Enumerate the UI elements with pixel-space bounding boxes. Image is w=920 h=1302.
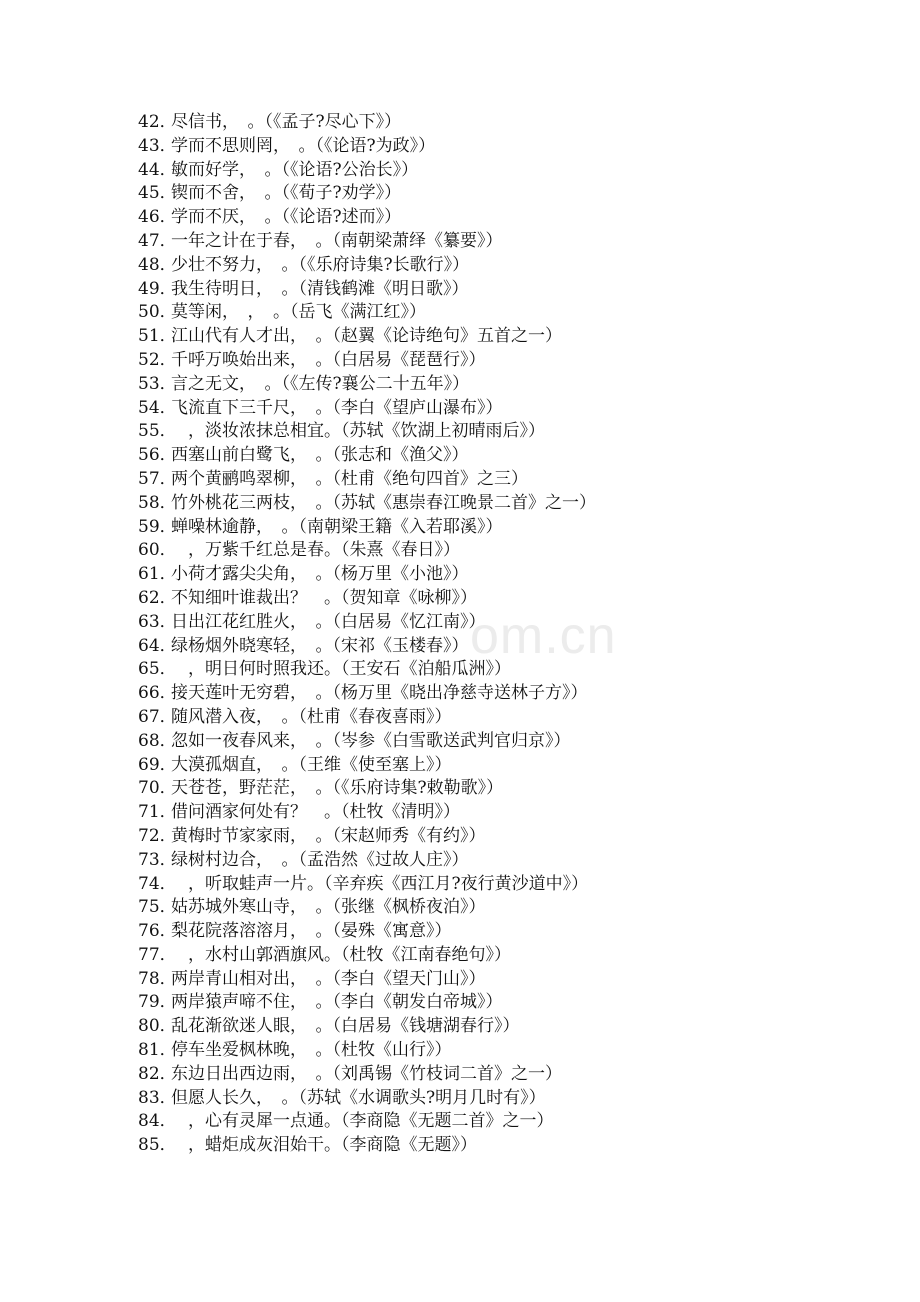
item-text: 大漠孤烟直， 。（王维《使至塞上》） <box>171 754 452 775</box>
item-number: 83． <box>138 1087 177 1108</box>
list-item <box>138 563 596 587</box>
list-item <box>138 1087 596 1111</box>
item-number: 79． <box>138 992 177 1013</box>
item-number: 81． <box>138 1040 177 1061</box>
list-item <box>138 658 596 682</box>
list-item <box>138 230 596 254</box>
item-text: 少壮不努力， 。（《乐府诗集?长歌行》） <box>171 254 470 275</box>
item-text: ，明日何时照我还。（王安石《泊船瓜洲》） <box>171 659 511 680</box>
item-number: 66． <box>138 683 177 704</box>
item-text: ，水村山郭酒旗风。（杜牧《江南春绝句》） <box>171 944 511 965</box>
item-number: 76． <box>138 921 177 942</box>
item-number: 77． <box>138 944 177 965</box>
list-item <box>138 278 596 302</box>
item-number: 50． <box>138 302 177 323</box>
item-text: 姑苏城外寒山寺， 。（张继《枫桥夜泊》） <box>171 897 486 918</box>
item-text: 千呼万唤始出来， 。（白居易《琵琶行》） <box>171 349 486 370</box>
item-text: 日出江花红胜火， 。（白居易《忆江南》） <box>171 611 486 632</box>
item-number: 53． <box>138 373 177 394</box>
item-number: 73． <box>138 849 177 870</box>
item-number: 55． <box>138 421 177 442</box>
item-number: 60． <box>138 540 177 561</box>
list-item <box>138 111 596 135</box>
item-number: 52． <box>138 349 177 370</box>
item-text: 绿杨烟外晓寒轻， 。（宋祁《玉楼春》） <box>171 635 469 656</box>
list-item <box>138 682 596 706</box>
list-item <box>138 1110 596 1134</box>
item-text: 天苍苍，野茫茫， 。（《乐府诗集?敕勒歌》） <box>171 778 504 799</box>
item-text: 锲而不舍， 。（《荀子?劝学》） <box>171 183 402 204</box>
list-item <box>138 706 596 730</box>
list-item <box>138 539 596 563</box>
item-number: 54． <box>138 397 177 418</box>
item-number: 57． <box>138 468 177 489</box>
item-text: 西塞山前白鹭飞， 。（张志和《渔父》） <box>171 445 469 466</box>
item-text: 江山代有人才出， 。（赵翼《论诗绝句》五首之一） <box>171 326 562 347</box>
item-text: 两岸猿声啼不住， 。（李白《朝发白帝城》） <box>171 992 503 1013</box>
item-text: 借问酒家何处有？ 。（杜牧《清明》） <box>171 802 460 823</box>
list-item <box>138 730 596 754</box>
item-number: 67． <box>138 706 177 727</box>
item-text: 接天莲叶无穷碧， 。（杨万里《晓出净慈寺送林子方》） <box>171 683 588 704</box>
item-number: 64． <box>138 635 177 656</box>
item-number: 65． <box>138 659 177 680</box>
item-number: 63． <box>138 611 177 632</box>
list-item <box>138 1134 596 1158</box>
list-item <box>138 444 596 468</box>
list-item <box>138 492 596 516</box>
item-number: 47． <box>138 230 177 251</box>
list-item <box>138 301 596 325</box>
item-text: 但愿人长久， 。（苏轼《水调歌头?明月几时有》） <box>171 1087 546 1108</box>
list-item <box>138 944 596 968</box>
list-item <box>138 825 596 849</box>
item-text: 莫等闲， ， 。（岳飞《满江红》） <box>171 302 426 323</box>
item-text: 两个黄鹂鸣翠柳， 。（杜甫《绝句四首》之三） <box>171 468 528 489</box>
item-text: 梨花院落溶溶月， 。（晏殊《寓意》） <box>171 921 452 942</box>
item-number: 43． <box>138 135 177 156</box>
item-text: 随风潜入夜， 。（杜甫《春夜喜雨》） <box>171 706 452 727</box>
list-item <box>138 896 596 920</box>
item-number: 78． <box>138 968 177 989</box>
item-number: 71． <box>138 802 177 823</box>
list-item <box>138 635 596 659</box>
item-number: 49． <box>138 278 177 299</box>
item-text: ，淡妆浓抹总相宜。（苏轼《饮湖上初晴雨后》） <box>171 421 545 442</box>
list-item <box>138 968 596 992</box>
item-text: ，心有灵犀一点通。（李商隐《无题二首》之一） <box>171 1111 554 1132</box>
list-item <box>138 325 596 349</box>
list-item <box>138 991 596 1015</box>
item-number: 56． <box>138 445 177 466</box>
poem-line-list <box>138 111 596 1158</box>
item-number: 84． <box>138 1111 177 1132</box>
list-item <box>138 777 596 801</box>
item-number: 70． <box>138 778 177 799</box>
item-text: 不知细叶谁裁出？ 。（贺知章《咏柳》） <box>171 587 477 608</box>
item-text: 两岸青山相对出， 。（李白《望天门山》） <box>171 968 486 989</box>
item-number: 80． <box>138 1016 177 1037</box>
item-text: 一年之计在于春， 。（南朝梁萧绎《纂要》） <box>171 230 503 251</box>
list-item <box>138 754 596 778</box>
list-item <box>138 1015 596 1039</box>
item-text: 东边日出西边雨， 。（刘禹锡《竹枝词二首》之一） <box>171 1063 562 1084</box>
list-item <box>138 611 596 635</box>
list-item <box>138 516 596 540</box>
item-number: 48． <box>138 254 177 275</box>
list-item <box>138 420 596 444</box>
item-number: 42． <box>138 112 177 132</box>
list-item <box>138 373 596 397</box>
item-text: 竹外桃花三两枝， 。（苏轼《惠崇春江晚景二首》之一） <box>171 492 596 513</box>
item-text: 乱花渐欲迷人眼， 。（白居易《钱塘湖春行》） <box>171 1016 520 1037</box>
item-number: 69． <box>138 754 177 775</box>
list-item <box>138 135 596 159</box>
item-number: 61． <box>138 564 177 585</box>
item-text: ，万紫千红总是春。（朱熹《春日》） <box>171 540 460 561</box>
item-text: 蝉噪林逾静， 。（南朝梁王籍《入若耶溪》） <box>171 516 503 537</box>
item-text: 飞流直下三千尺， 。（李白《望庐山瀑布》） <box>171 397 503 418</box>
item-number: 44． <box>138 159 177 180</box>
item-number: 74． <box>138 873 177 894</box>
item-number: 72． <box>138 825 177 846</box>
item-number: 51． <box>138 326 177 347</box>
item-number: 75． <box>138 897 177 918</box>
list-item <box>138 397 596 421</box>
list-item <box>138 801 596 825</box>
list-item <box>138 254 596 278</box>
list-item <box>138 349 596 373</box>
item-number: 59． <box>138 516 177 537</box>
item-text: 忽如一夜春风来， 。（岑参《白雪歌送武判官归京》） <box>171 730 571 751</box>
list-item <box>138 182 596 206</box>
item-text: 言之无文， 。（《左传?襄公二十五年》） <box>171 373 470 394</box>
list-item <box>138 849 596 873</box>
item-text: 黄梅时节家家雨， 。（宋赵师秀《有约》） <box>171 825 486 846</box>
list-item <box>138 587 596 611</box>
item-number: 82． <box>138 1063 177 1084</box>
item-number: 62． <box>138 587 177 608</box>
item-text: 学而不厌， 。（《论语?述而》） <box>171 207 402 228</box>
list-item <box>138 206 596 230</box>
item-number: 58． <box>138 492 177 513</box>
item-number: 45． <box>138 183 177 204</box>
item-text: 学而不思则罔， 。（《论语?为政》） <box>171 135 436 156</box>
item-number: 46． <box>138 207 177 228</box>
item-text: 绿树村边合， 。（孟浩然《过故人庄》） <box>171 849 469 870</box>
item-number: 85． <box>138 1135 177 1156</box>
list-item <box>138 873 596 897</box>
watermark: om.cn <box>470 607 617 665</box>
item-text: 尽信书， 。（《孟子?尽心下》） <box>171 112 402 132</box>
item-text: 小荷才露尖尖角， 。（杨万里《小池》） <box>171 564 469 585</box>
list-item <box>138 1039 596 1063</box>
item-number: 68． <box>138 730 177 751</box>
list-item <box>138 1063 596 1087</box>
item-text: 停车坐爱枫林晚， 。（杜牧《山行》） <box>171 1040 452 1061</box>
item-text: ，蜡炬成灰泪始干。（李商隐《无题》） <box>171 1135 477 1156</box>
item-text: 我生待明日， 。（清钱鹤滩《明日歌》） <box>171 278 469 299</box>
list-item <box>138 920 596 944</box>
item-text: ，听取蛙声一片。（辛弃疾《西江月?夜行黄沙道中》） <box>171 873 589 894</box>
list-item <box>138 159 596 183</box>
list-item <box>138 468 596 492</box>
item-text: 敏而好学， 。（《论语?公治长》） <box>171 159 419 180</box>
